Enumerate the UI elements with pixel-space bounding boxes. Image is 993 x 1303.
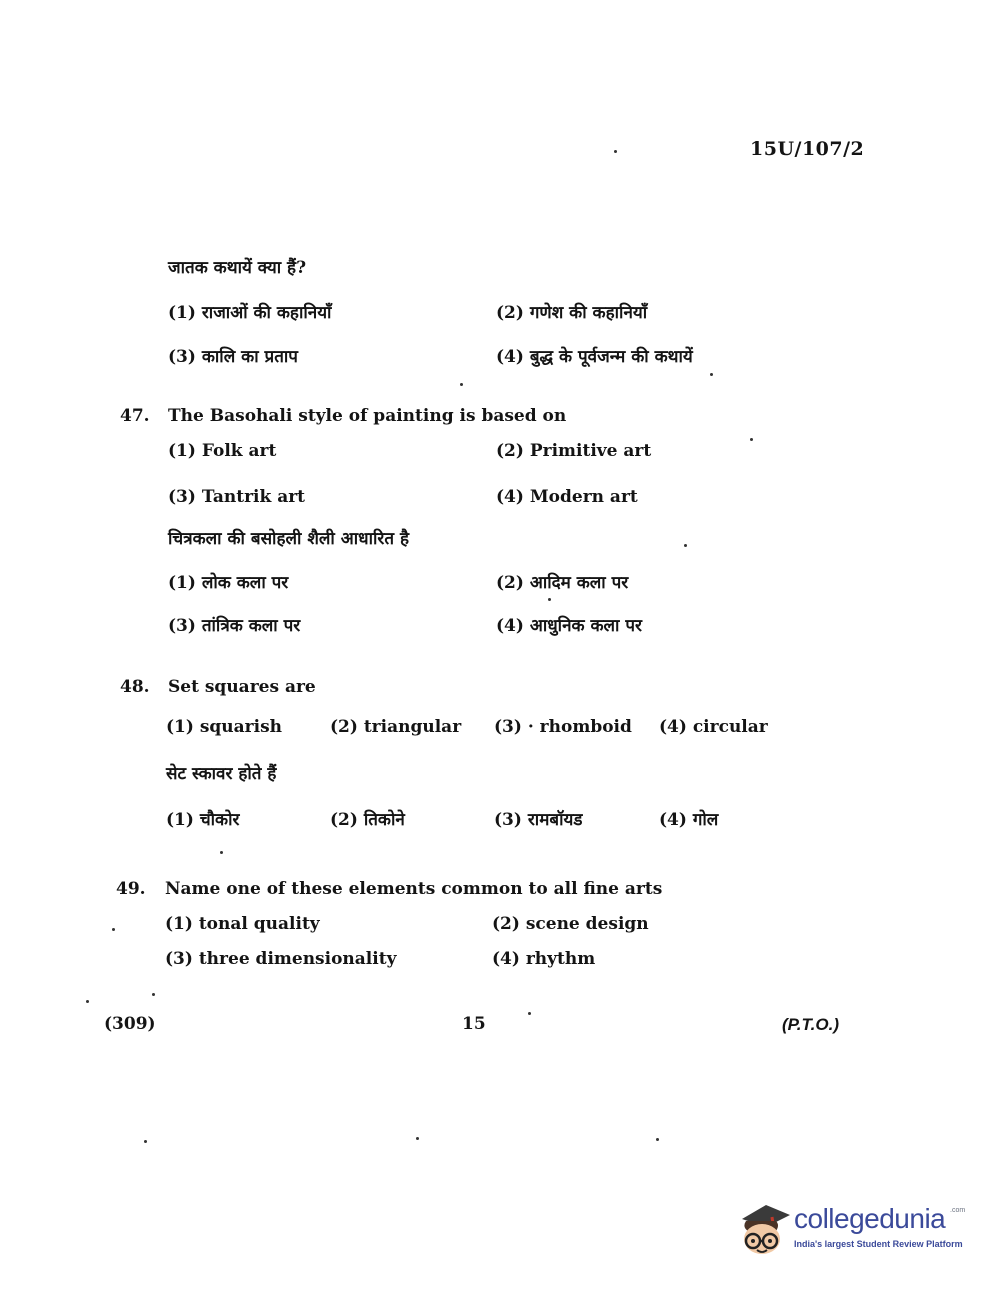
q49-number: 49. [116,879,146,899]
scan-speck [112,928,115,931]
scan-speck [220,851,223,854]
scan-speck [528,1012,531,1015]
q48-option-1: (1) squarish [166,717,283,737]
q46-hindi-option-3: (3) कालि का प्रताप [168,347,298,367]
q47-option-3: (3) Tantrik art [168,487,306,507]
q49-option-2: (2) scene design [492,914,649,934]
scan-speck [86,1000,89,1003]
footer-code: (309) [104,1014,156,1034]
q47-hindi-option-3: (3) तांत्रिक कला पर [168,616,301,636]
q46-hindi-question: जातक कथायें क्या हैं? [168,258,307,278]
q48-hindi-option-4: (4) गोल [659,810,719,830]
q48-option-3: (3) · rhomboid [494,717,632,737]
scan-speck [710,373,713,376]
q47-question: The Basohali style of painting is based on [168,406,567,426]
q47-number: 47. [120,406,150,426]
q46-hindi-option-4: (4) बुद्ध के पूर्वजन्म की कथायें [496,347,693,367]
scan-speck [144,1140,147,1143]
q47-hindi-option-2: (2) आदिम कला पर [496,573,629,593]
q47-option-2: (2) Primitive art [496,441,652,461]
scan-speck [656,1138,659,1141]
scan-speck [416,1137,419,1140]
q48-hindi-option-3: (3) रामबॉयड [494,810,583,830]
q47-option-1: (1) Folk art [168,441,277,461]
q46-hindi-option-2: (2) गणेश की कहानियाँ [496,303,648,323]
page-number: 15 [462,1014,486,1034]
q48-option-2: (2) triangular [330,717,462,737]
q48-number: 48. [120,677,150,697]
scan-speck [614,150,617,153]
scan-speck [750,438,753,441]
q49-option-1: (1) tonal quality [165,914,320,934]
pto-label: (P.T.O.) [782,1015,839,1034]
q48-hindi-question: सेट स्कावर होते हैं [166,764,277,784]
collegedunia-logo [736,1195,966,1265]
q46-hindi-option-1: (1) राजाओं की कहानियाँ [168,303,332,323]
q48-hindi-option-1: (1) चौकोर [166,810,240,830]
q49-option-3: (3) three dimensionality [165,949,397,969]
scan-speck [684,544,687,547]
scan-speck [548,598,551,601]
scan-speck [152,993,155,996]
paper-code: 15U/107/2 [750,138,865,160]
q49-question: Name one of these elements common to all fine arts [165,879,663,899]
q48-option-4: (4) circular [659,717,768,737]
q47-hindi-question: चित्रकला की बसोहली शैली आधारित है [168,529,409,549]
q47-hindi-option-1: (1) लोक कला पर [168,573,289,593]
q48-hindi-option-2: (2) तिकोने [330,810,405,830]
q49-option-4: (4) rhythm [492,949,596,969]
q48-question: Set squares are [168,677,316,697]
logo-wordmark: collegedunia [794,1203,946,1234]
logo-domain: .com [950,1207,966,1214]
q47-option-4: (4) Modern art [496,487,638,507]
logo-tagline: India's largest Student Review Platform [794,1239,963,1249]
scan-speck [460,383,463,386]
mascot-icon [736,1197,792,1259]
q47-hindi-option-4: (4) आधुनिक कला पर [496,616,642,636]
